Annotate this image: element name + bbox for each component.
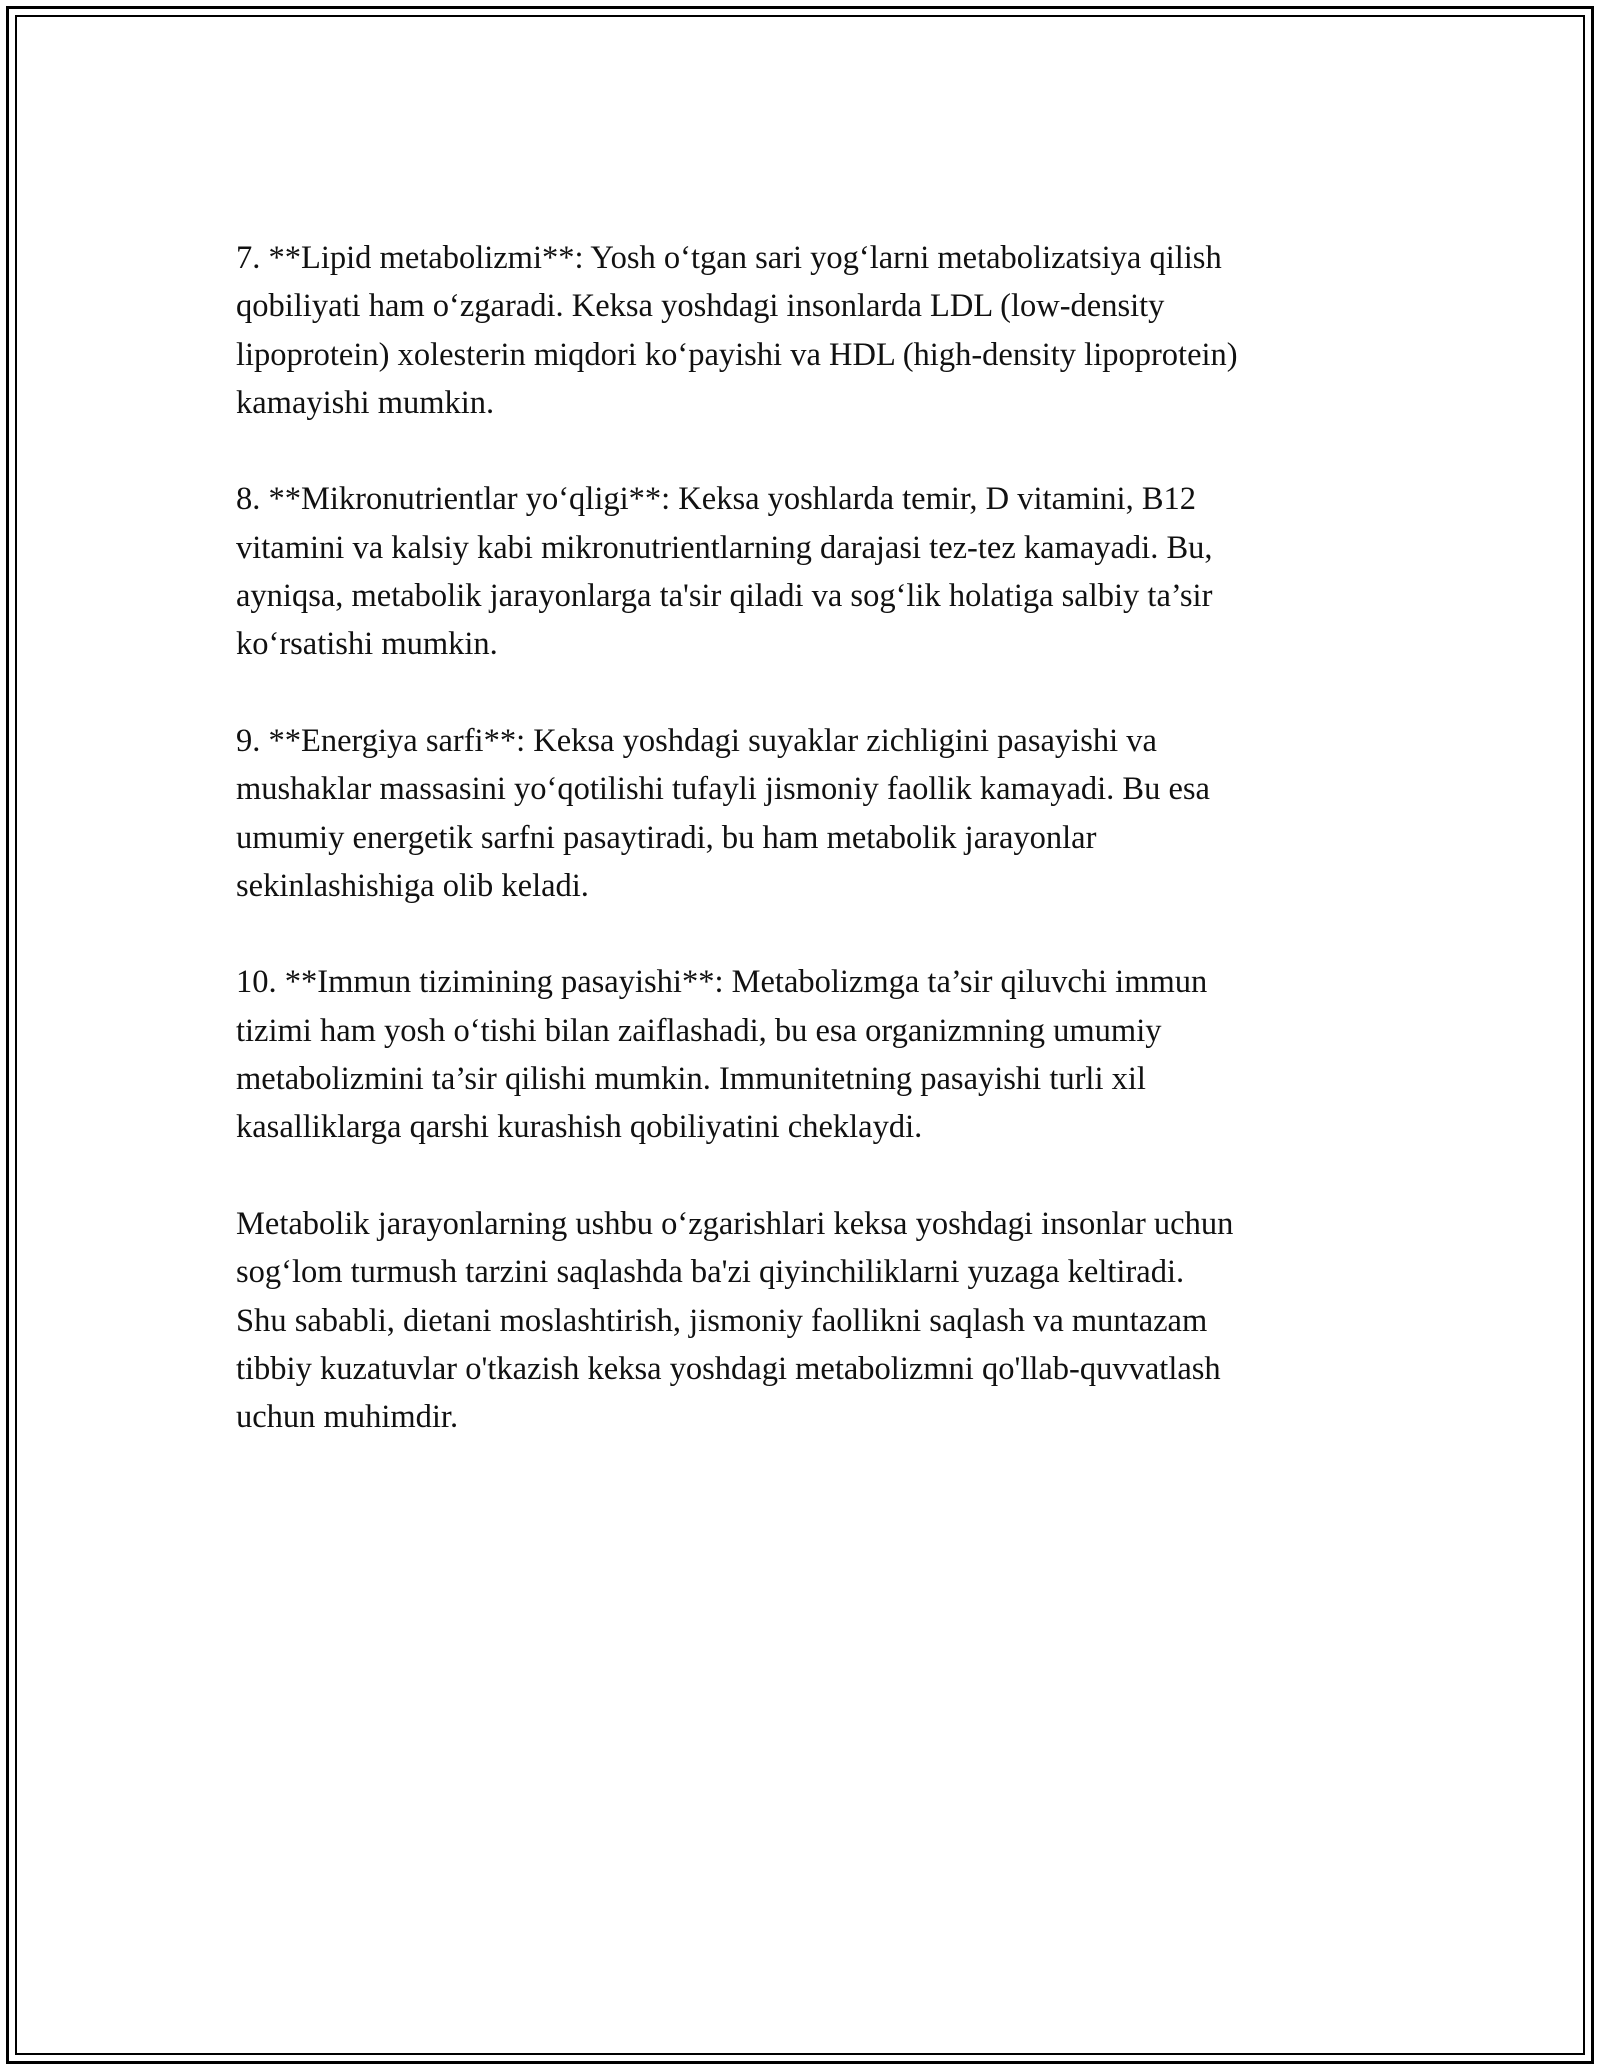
text-line: 7. **Lipid metabolizmi**: Yosh o‘tgan sari yog‘larni metabolizatsiya qilish <box>236 240 1222 276</box>
text-line: ayniqsa, metabolik jarayonlarga ta'sir qiladi va sog‘lik holatiga salbiy ta’sir <box>236 578 1213 615</box>
text-line: qobiliyati ham o‘zgaradi. Keksa yoshdagi insonlarda LDL (low-density <box>236 288 1165 325</box>
text-line: Shu sababli, dietani moslashtirish, jismoniy faollikni saqlash va muntazam <box>236 1302 1208 1339</box>
paragraph-energy-expenditure <box>236 717 1396 910</box>
text-line: Metabolik jarayonlarning ushbu o‘zgarishlari keksa yoshdagi insonlar uchun <box>236 1205 1234 1242</box>
paragraph-immune-system <box>236 958 1396 1151</box>
document-body <box>236 234 1396 1490</box>
text-line: metabolizmini ta’sir qilishi mumkin. Immunitetning pasayishi turli xil <box>236 1061 1146 1098</box>
text-line: kasalliklarga qarshi kurashish qobiliyatini cheklaydi. <box>236 1109 923 1146</box>
text-line: tibbiy kuzatuvlar o'tkazish keksa yoshdagi metabolizmni qo'llab-quvvatlash <box>236 1350 1221 1387</box>
text-line: mushaklar massasini yo‘qotilishi tufayli jismoniy faollik kamayadi. Bu esa <box>236 771 1210 808</box>
text-line: sog‘lom turmush tarzini saqlashda ba'zi qiyinchiliklarni yuzaga keltiradi. <box>236 1254 1185 1291</box>
text-line: lipoprotein) xolesterin miqdori ko‘payishi va HDL (high-density lipoprotein) <box>236 336 1238 373</box>
text-line: 10. **Immun tizimining pasayishi**: Metabolizmga ta’sir qiluvchi immun <box>236 964 1208 1001</box>
text-line: 9. **Energiya sarfi**: Keksa yoshdagi suyaklar zichligini pasayishi va <box>236 722 1157 759</box>
text-line: 8. **Mikronutrientlar yo‘qligi**: Keksa yoshlarda temir, D vitamini, B12 <box>236 481 1197 518</box>
text-line: ko‘rsatishi mumkin. <box>236 626 498 663</box>
text-line: umumiy energetik sarfni pasaytiradi, bu ham metabolik jarayonlar <box>236 819 1097 856</box>
text-line: sekinlashishiga olib keladi. <box>236 867 589 904</box>
text-line: vitamini va kalsiy kabi mikronutrientlarning darajasi tez-tez kamayadi. Bu, <box>236 529 1213 566</box>
paragraph-conclusion <box>236 1200 1396 1441</box>
paragraph-lipid-metabolism <box>236 234 1396 427</box>
text-line: kamayishi mumkin. <box>236 384 495 421</box>
text-line: uchun muhimdir. <box>236 1399 459 1436</box>
text-line: tizimi ham yosh o‘tishi bilan zaiflashadi, bu esa organizmning umumiy <box>236 1012 1162 1049</box>
paragraph-micronutrients <box>236 475 1396 668</box>
